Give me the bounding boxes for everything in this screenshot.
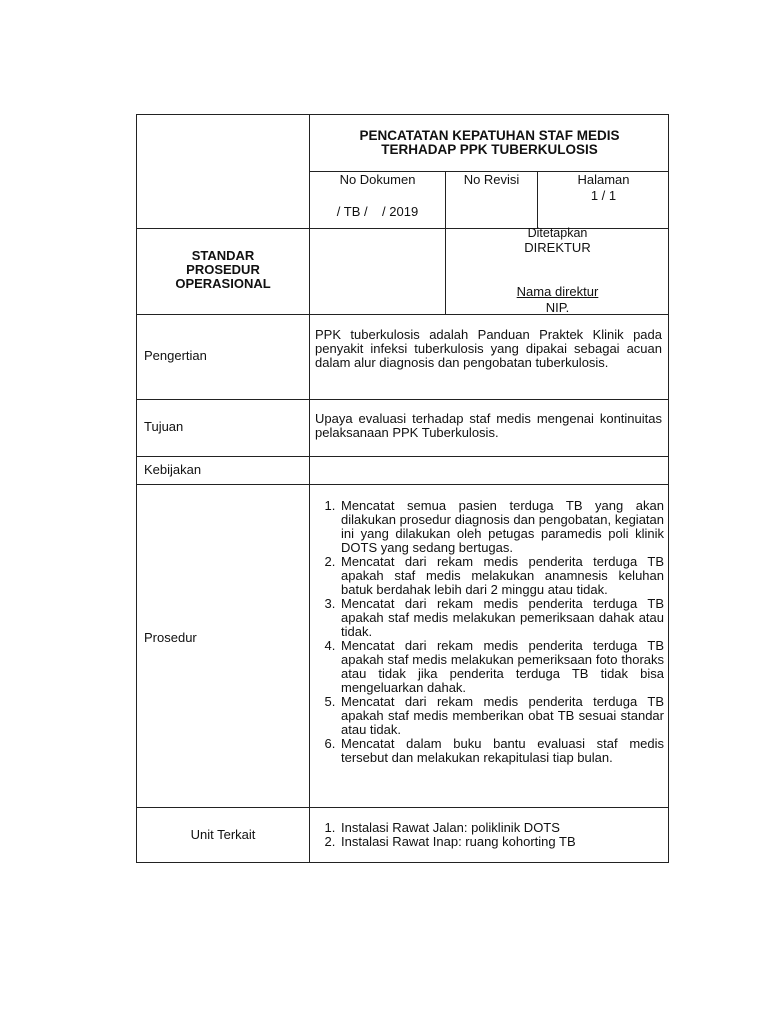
direktur-label: DIREKTUR [524,240,591,255]
tujuan-text: Upaya evaluasi terhadap staf medis mengenai kontinuitas pelaksanaan PPK Tuberkulosis. [315,411,662,440]
unit-terkait-item: 2. Instalasi Rawat Inap: ruang kohorting TB [339,835,669,849]
document-title [310,129,669,157]
row-divider-prosedur [137,807,669,808]
row-divider-kebijakan [137,484,669,485]
spo-line-1: STANDAR [191,248,255,263]
no-revisi-label: No Revisi [463,172,520,187]
title-line-2: TERHADAP PPK TUBERKULOSIS [381,142,598,157]
spo-line-2: PROSEDUR [186,262,260,277]
prosedur-label: Prosedur [144,630,197,645]
no-dokumen-value: / TB / / 2019 [336,204,419,219]
prosedur-item: 1. Mencatat semua pasien terduga TB yang akan dilakukan prosedur diagnosis dan pengobatan, kegiatan ini yang dilakukan oleh petugas paramedis poli klinik DOTS yang sedang bertugas. [339,499,664,555]
nip-label: NIP. [545,300,570,315]
halaman-label: Halaman [577,172,630,187]
kebijakan-label: Kebijakan [144,462,202,477]
no-dokumen-label: No Dokumen [339,172,416,187]
tujuan-label: Tujuan [144,419,184,434]
nama-direktur: Nama direktur [516,284,599,299]
prosedur-item: 3. Mencatat dari rekam medis penderita terduga TB apakah staf medis melakukan pemeriksaan dahak atau tidak. [339,597,664,639]
row-divider-pengertian [137,399,669,400]
halaman-value: 1 / 1 [590,188,617,203]
title-line-1: PENCATATAN KEPATUHAN STAF MEDIS [359,128,620,143]
spo-line-3: OPERASIONAL [175,276,271,291]
prosedur-list [315,499,664,765]
ditetapkan-label: Ditetapkan [527,226,588,240]
prosedur-item: 4. Mencatat dari rekam medis penderita terduga TB apakah staf medis melakukan pemeriksaan foto thoraks atau tidak jika penderita terduga TB tidak bisa mengeluarkan dahak. [339,639,664,695]
unit-terkait-label: Unit Terkait [190,827,256,842]
sop-document-table [136,114,669,863]
unit-terkait-item: 1. Instalasi Rawat Jalan: poliklinik DOTS [339,821,669,835]
unit-terkait-list [315,821,669,849]
row-divider-tujuan [137,456,669,457]
prosedur-item: 2. Mencatat dari rekam medis penderita terduga TB apakah staf medis melakukan anamnesis keluhan batuk berdahak lebih dari 2 minggu atau tidak. [339,555,664,597]
spo-title [137,249,309,291]
prosedur-item: 5. Mencatat dari rekam medis penderita terduga TB apakah staf medis memberikan obat TB sesuai standar atau tidak. [339,695,664,737]
prosedur-item: 6. Mencatat dalam buku bantu evaluasi staf medis tersebut dan melakukan rekapitulasi tiap bulan. [339,737,664,765]
pengertian-text: PPK tuberkulosis adalah Panduan Praktek Klinik pada penyakit infeksi tuberkulosis yang dipakai sebagai acuan dalam alur diagnosis dan pengobatan tuberkulosis. [315,327,662,370]
pengertian-label: Pengertian [144,348,207,363]
